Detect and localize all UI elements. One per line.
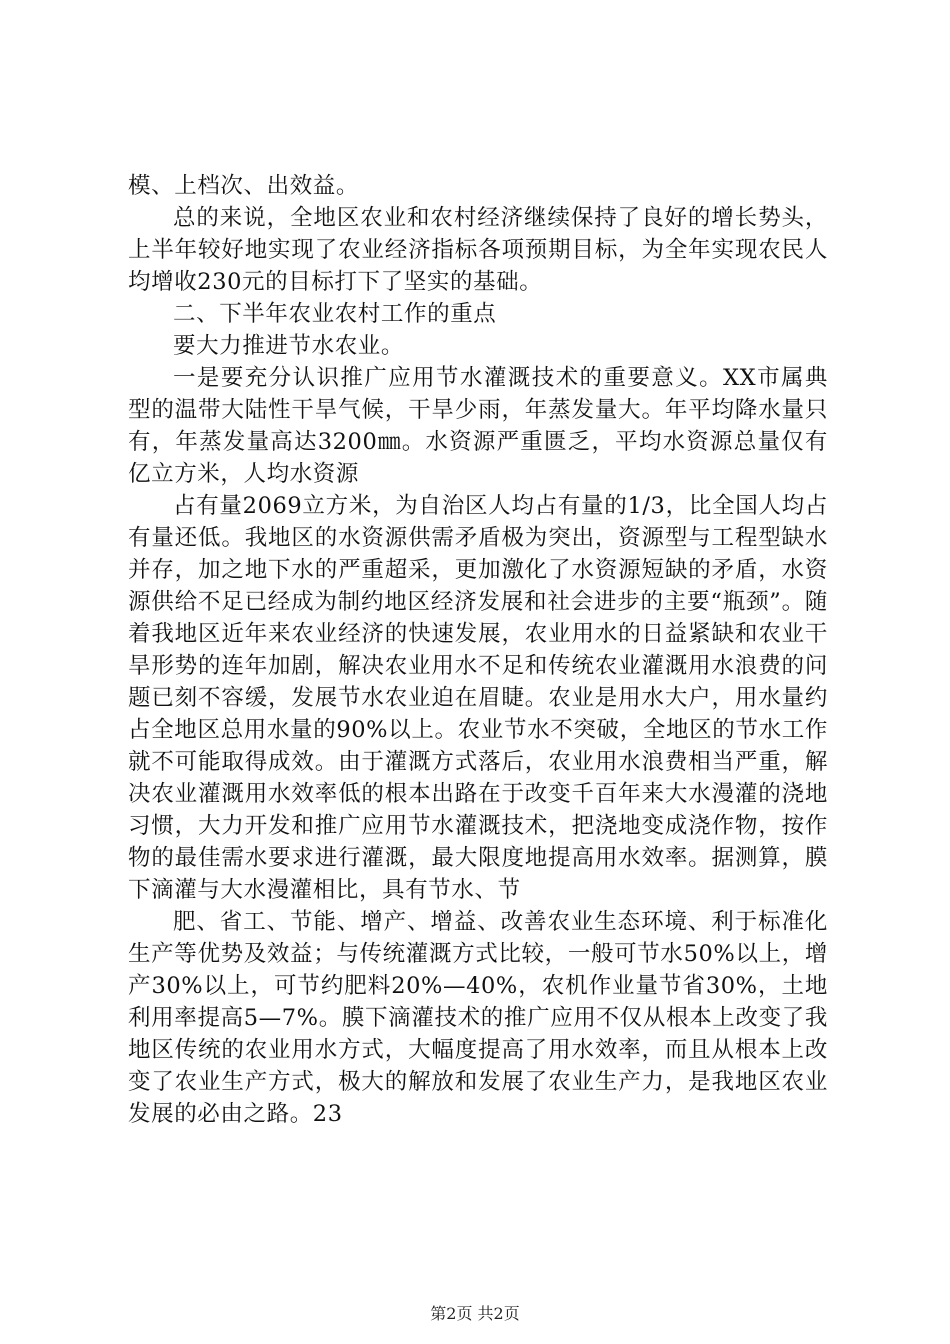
- document-body: [128, 170, 828, 1130]
- paragraph: 要大力推进节水农业。: [173, 333, 405, 359]
- paragraph: 占有量2069立方米，为自治区人均占有量的1/3，比全国人均占有量还低。我地区的水资源供需矛盾极为突出，资源型与工程型缺水并存，加之地下水的严重超采，更加激化了水资源短缺的矛盾，水资源供给不足已经成为制约地区经济发展和社会进步的主要“瓶颈”。随着我地区近年来农业经济的快速发展，农业用水的日益紧缺和农业干旱形势的连年加剧，解决农业用水不足和传统农业灌溉用水浪费的问题已刻不容缓，发展节水农业迫在眉睫。农业是用水大户，用水量约占全地区总用水量的90%以上。农业节水不突破，全地区的节水工作就不可能取得成效。由于灌溉方式落后，农业用水浪费相当严重，解决农业灌溉用水效率低的根本出路在于改变千百年来大水漫灌的浇地习惯，大力开发和推广应用节水灌溉技术，把浇地变成浇作物，按作物的最佳需水要求进行灌溉，最大限度地提高用水效率。据测算，膜下滴灌与大水漫灌相比，具有节水、节: [128, 493, 828, 903]
- paragraph: 一是要充分认识推广应用节水灌溉技术的重要意义。XX市属典型的温带大陆性干旱气候，干旱少雨，年蒸发量大。年平均降水量只有，年蒸发量高达3200㎜。水资源严重匮乏，平均水资源总量仅有亿立方米，人均水资源: [128, 365, 828, 487]
- paragraph: 总的来说，全地区农业和农村经济继续保持了良好的增长势头，上半年较好地实现了农业经济指标各项预期目标，为全年实现农民人均增收230元的目标打下了坚实的基础。: [128, 205, 828, 295]
- page-footer: [0, 1304, 950, 1324]
- page-number-label: 第2页 共2页: [430, 1304, 520, 1323]
- section-heading: 二、下半年农业农村工作的重点: [173, 301, 497, 327]
- paragraph: 肥、省工、节能、增产、增益、改善农业生态环境、利于标准化生产等优势及效益；与传统灌溉方式比较，一般可节水50%以上，增产30%以上，可节约肥料20%—40%，农机作业量节省30%，土地利用率提高5—7%。膜下滴灌技术的推广应用不仅从根本上改变了我地区传统的农业用水方式，大幅度提高了用水效率，而且从根本上改变了农业生产方式，极大的解放和发展了农业生产力，是我地区农业发展的必由之路。23: [128, 909, 828, 1127]
- paragraph: 模、上档次、出效益。: [128, 173, 360, 199]
